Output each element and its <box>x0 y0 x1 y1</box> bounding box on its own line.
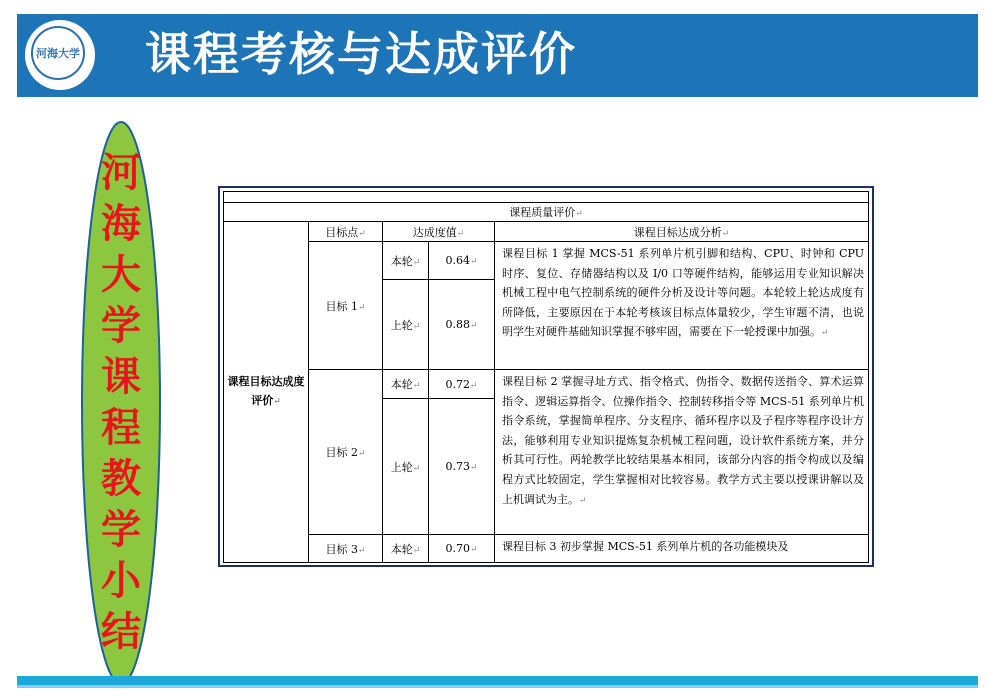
side-char: 学 <box>101 507 141 553</box>
side-char: 结 <box>101 609 141 655</box>
caption-text: 课程质量评价 <box>509 206 576 219</box>
university-logo <box>25 20 95 90</box>
side-char: 程 <box>101 405 141 451</box>
degree-value-text: 0.72 <box>445 377 470 391</box>
degree-value: 0.64↵ <box>429 242 495 280</box>
footer-bar-light <box>17 685 978 688</box>
degree-value-text: 0.64 <box>445 254 470 267</box>
col-degree-text: 达成度值 <box>412 225 457 239</box>
analysis-cell <box>495 535 869 563</box>
target-name: 目标 1 <box>325 299 358 313</box>
col-analysis-text: 课程目标达成分析 <box>633 225 722 239</box>
analysis-cell: 课程目标 2 掌握寻址方式、指令格式、伪指令、数据传送指令、算术运算指令、逻辑运算指令、位操作指令、控制转移指令等 MCS-51 系列单片机指令系统，掌握简单程序、分支程序、循环程序以及子程序等程序设计方法，能够利用专业知识提炼复杂机械工程问题，设计软件系统方案，并分析其可行性。两轮教学比较结果基本相同，该部分内容的指令构成以及编程方式比较固定，学生掌握相对比较容易。教学方式主要以授课讲解以及上机调试为主。↵ <box>495 370 869 535</box>
evaluation-table-frame <box>218 186 874 567</box>
degree-value-text: 0.73 <box>445 460 470 473</box>
table-caption: 课程质量评价↵ <box>224 203 869 222</box>
round-label: 本轮↵ <box>383 535 429 563</box>
round-label-text: 本轮 <box>390 254 413 268</box>
col-header-degree: 达成度值↵ <box>383 222 495 242</box>
target-3-cell: 目标 3↵ <box>309 535 383 563</box>
degree-value: 0.88↵ <box>429 280 495 370</box>
slide-title: 课程考核与达成评价 <box>145 27 577 81</box>
row-header-cell: 课程目标达成度评价↵ <box>224 222 309 563</box>
row-header-text: 课程目标达成度评价 <box>227 375 305 407</box>
logo-emblem: 河海大学 <box>31 26 85 80</box>
analysis-text: 课程目标 1 掌握 MCS-51 系列单片机引脚和结构、CPU、时钟和 CPU 时序、复位、存储器结构以及 I/0 口等硬件结构，能够运用专业知识解决机械工程中电气控制系统的硬件分析及设计等问题。本轮较上轮达成度有所降低，主要原因在于本轮考核该目标点体量较少，学生审题不清，也说明学生对硬件基础知识掌握不够牢固，需要在下一轮授课中加强。 <box>502 247 864 339</box>
target-name: 目标 2 <box>325 446 358 459</box>
degree-value-text: 0.70 <box>445 542 470 555</box>
degree-value: 0.70↵ <box>429 535 495 563</box>
analysis-cell: 课程目标 1 掌握 MCS-51 系列单片机引脚和结构、CPU、时钟和 CPU 时序、复位、存储器结构以及 I/0 口等硬件结构，能够运用专业知识解决机械工程中电气控制系统的硬件分析及设计等问题。本轮较上轮达成度有所降低，主要原因在于本轮考核该目标点体量较少，学生审题不清，也说明学生对硬件基础知识掌握不够牢固，需要在下一轮授课中加强。↵ <box>495 242 869 370</box>
title-bar <box>17 14 978 97</box>
evaluation-table <box>223 191 869 563</box>
table-top-strip <box>224 192 869 203</box>
footer-bar <box>17 676 978 685</box>
round-label-text: 上轮 <box>390 460 413 474</box>
degree-value: 0.73↵ <box>429 399 495 535</box>
round-label-text: 本轮 <box>390 542 413 556</box>
round-label: 本轮↵ <box>383 242 429 280</box>
analysis-text: 课程目标 3 初步掌握 MCS-51 系列单片机的各功能模块及 <box>502 540 789 553</box>
side-char: 大 <box>101 252 141 298</box>
degree-value-text: 0.88 <box>445 318 470 331</box>
side-char: 课 <box>101 354 141 400</box>
round-label: 上轮↵ <box>383 280 429 370</box>
degree-value: 0.72↵ <box>429 370 495 399</box>
target-2-cell: 目标 2↵ <box>309 370 383 535</box>
side-label-text <box>80 148 162 658</box>
col-header-analysis: 课程目标达成分析↵ <box>495 222 869 242</box>
round-label-text: 本轮 <box>390 378 413 391</box>
col-target-text: 目标点 <box>325 225 359 239</box>
round-label: 本轮↵ <box>383 370 429 399</box>
side-char: 教 <box>101 456 141 502</box>
round-label-text: 上轮 <box>390 318 413 332</box>
side-label <box>80 120 162 686</box>
col-header-target: 目标点↵ <box>309 222 383 242</box>
side-char: 海 <box>101 201 141 247</box>
side-char: 小 <box>101 558 141 604</box>
side-char: 河 <box>101 150 141 196</box>
round-label: 上轮↵ <box>383 399 429 535</box>
analysis-text: 课程目标 2 掌握寻址方式、指令格式、伪指令、数据传送指令、算术运算指令、逻辑运算指令、位操作指令、控制转移指令等 MCS-51 系列单片机指令系统，掌握简单程序、分支程序、循环程序以及子程序等程序设计方法，能够利用专业知识提炼复杂机械工程问题，设计软件系统方案，并分析其可行性。两轮教学比较结果基本相同，该部分内容的指令构成以及编程方式比较固定，学生掌握相对比较容易。教学方式主要以授课讲解以及上机调试为主。 <box>502 375 864 506</box>
target-1-cell: 目标 1↵ <box>309 242 383 370</box>
target-name: 目标 3 <box>325 542 358 556</box>
side-char: 学 <box>101 303 141 349</box>
